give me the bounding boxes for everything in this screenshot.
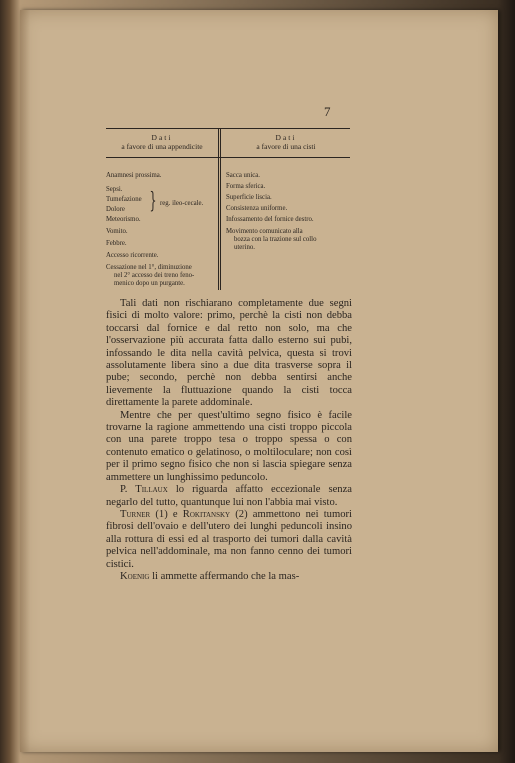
table-cell: Vomito.	[106, 228, 128, 235]
table-cell: nel 2° accesso dei treno feno-	[114, 272, 195, 279]
brace-glyph: }	[149, 189, 157, 214]
author-name: Turner	[120, 508, 151, 520]
table-cell: Tumefazione	[106, 196, 142, 203]
table-cell: Cessazione nel 1°, diminuzione	[106, 264, 192, 271]
paragraph: Tali dati non rischiarano completamente due segni fisici di molto valore: primo, perchè la cisti non debba toccarsi dal fornice e dal retto non solo, ma che l'osservazione più accurata fatta dallo esterno sui pubi, infossando le dita nella cavità pelvica, questa si trovi assolutamente libera sino a due dita trasverse sopra il pube; secondo, perchè non debba sentirsi anche lievemente la fluttuazione quando la cisti tocca direttamente la parete addominale.	[106, 298, 352, 409]
author-name: Rokitansky	[182, 508, 231, 520]
table-header-rule	[106, 157, 350, 158]
table-cell: Meteorismo.	[106, 216, 141, 223]
table-cell: Forma sferica.	[226, 183, 266, 190]
page-fold-shadow	[20, 10, 30, 752]
left-column-header: Dati a favore di una appendicite	[121, 133, 203, 151]
table-column-divider	[218, 128, 219, 290]
paragraph: Turner (1) e Rokitansky (2) ammettono nei tumori fibrosi dell'ovaio e dell'utero dei lunghi peduncoli insino alla rottura di essi ed al trasporto dei tumori dalla cavità pelvica nell'addominale, ma non fanno cenno dei tumori cistici.	[106, 508, 352, 570]
table-cell: reg. ileo-cecale.	[160, 200, 204, 207]
comparison-table	[106, 124, 350, 290]
table-cell: Movimento comunicato alla	[226, 228, 303, 235]
table-top-rule	[106, 128, 350, 129]
table-cell: Sepsi.	[106, 186, 123, 193]
paragraph: Mentre che per quest'ultimo segno fisico è facile trovarne la ragione ammettendo una cisti troppo piccola con una parete troppo tesa o troppo spessa o con contenuto ematico o gelatinoso, o moltiloculare; non così per il primo segno fisico che non si lascia spiegare senza ammettere un lunghissimo peduncolo.	[106, 409, 352, 483]
author-name: Koenig	[120, 570, 150, 582]
table-cell: Sacca unica.	[226, 172, 260, 179]
table-column-divider-2	[220, 128, 221, 290]
table-cell: Superficie liscia.	[226, 194, 272, 201]
body-text	[106, 298, 352, 583]
right-column-header: Dati a favore di una cisti	[256, 133, 316, 151]
table-cell: Infossamento del fornice destro.	[226, 216, 314, 223]
paragraph: Koenig li ammette affermando che la mas-	[120, 570, 300, 582]
page-number: 7	[324, 104, 331, 119]
table-cell: Consistenza uniforme.	[226, 205, 288, 212]
table-cell: Febbre.	[106, 240, 127, 247]
author-name: P. Tillaux	[120, 484, 168, 496]
table-cell: Anamnesi prossima.	[106, 172, 162, 179]
paragraph: P. Tillaux lo riguarda affatto eccezionale senza negarlo del tutto, quantunque lui non l'abbia mai visto.	[106, 484, 352, 508]
table-cell: uterino.	[234, 244, 255, 251]
table-cell: Dolore	[106, 206, 125, 213]
table-cell: Accesso ricorrente.	[106, 252, 159, 259]
table-cell: menico dopo un purgante.	[114, 280, 185, 287]
table-cell: bozza con la trazione sul collo	[234, 236, 317, 243]
